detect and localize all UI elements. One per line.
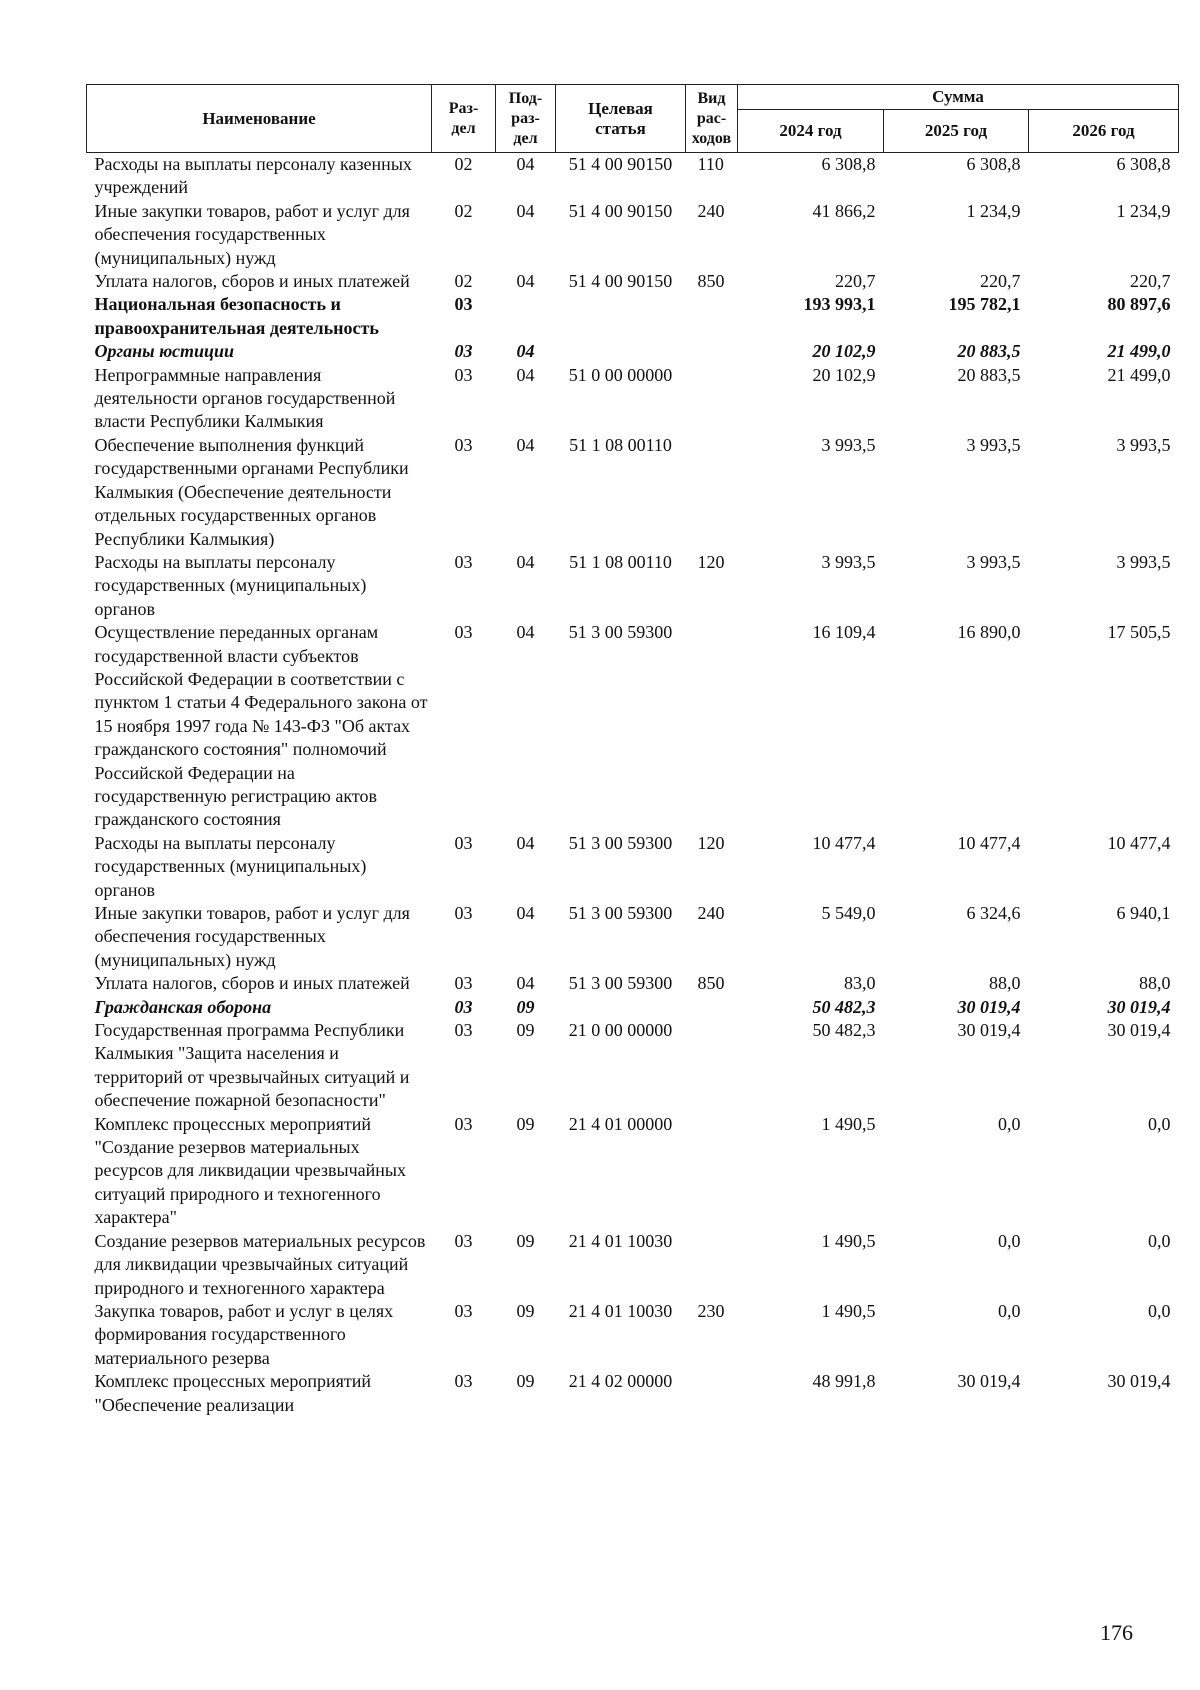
row-amount-2025: 0,0 (998, 1230, 1021, 1251)
row-target-article: 21 4 02 00000 (568, 1371, 673, 1392)
row-amount-2024: 83,0 (844, 973, 876, 994)
header-year-2025: 2025 год (884, 110, 1029, 153)
table-row (87, 902, 1179, 972)
budget-document (86, 84, 1178, 1417)
row-name: Иные закупки товаров, работ и услуг для обеспечения государственных (муниципальных) нужд (94, 200, 410, 268)
table-header (87, 85, 1179, 153)
row-amount-2024: 220,7 (835, 271, 876, 292)
row-razdel: 03 (454, 1113, 473, 1134)
row-razdel: 03 (454, 1230, 473, 1251)
row-podrazdel: 09 (516, 996, 535, 1017)
table-row (87, 551, 1179, 621)
row-razdel: 02 (454, 271, 473, 292)
row-amount-2024: 16 109,4 (812, 622, 876, 643)
row-name: Национальная безопасность и правоохранительная деятельность (94, 294, 379, 338)
row-target-article: 51 1 08 00110 (569, 551, 672, 572)
row-amount-2026: 30 019,4 (1107, 1020, 1171, 1041)
row-amount-2024: 20 102,9 (812, 364, 876, 385)
header-sum: Сумма (738, 85, 1179, 110)
row-amount-2026: 1 234,9 (1116, 200, 1171, 221)
row-amount-2026: 3 993,5 (1116, 434, 1171, 455)
row-razdel: 03 (454, 1300, 473, 1321)
row-target-article: 51 4 00 90150 (568, 154, 673, 174)
row-target-article (556, 293, 686, 340)
row-expense-type: 240 (697, 903, 725, 923)
row-razdel: 03 (454, 622, 473, 643)
row-razdel: 03 (454, 973, 473, 994)
header-name: Наименование (87, 85, 432, 153)
header-vid (686, 85, 738, 153)
row-expense-type: 110 (697, 154, 724, 174)
row-amount-2026: 0,0 (1148, 1113, 1171, 1134)
row-name: Государственная программа Республики Калмыкия "Защита населения и территорий от чрезвычайных ситуаций и обеспечение пожарной безопасности" (94, 1020, 410, 1111)
row-expense-type (686, 1019, 738, 1113)
row-amount-2026: 6 308,8 (1116, 154, 1171, 174)
row-amount-2025: 16 890,0 (957, 622, 1021, 643)
row-podrazdel (496, 293, 556, 340)
row-name: Закупка товаров, работ и услуг в целях формирования государственного материального резерва (94, 1300, 394, 1368)
row-amount-2024: 1 490,5 (821, 1300, 876, 1321)
row-amount-2025: 3 993,5 (966, 434, 1021, 455)
table-row (87, 621, 1179, 832)
row-target-article: 51 3 00 59300 (568, 622, 673, 643)
table-row (87, 1113, 1179, 1230)
row-podrazdel: 04 (516, 341, 535, 362)
row-name: Уплата налогов, сборов и иных платежей (94, 271, 410, 292)
header-vid-text: Вид рас- ходов (691, 89, 732, 147)
budget-table (86, 84, 1179, 1417)
row-amount-2026: 21 499,0 (1107, 341, 1171, 362)
table-row (87, 340, 1179, 363)
table-row (87, 270, 1179, 293)
row-amount-2026: 0,0 (1148, 1230, 1171, 1251)
row-razdel: 02 (454, 154, 473, 174)
row-amount-2024: 3 993,5 (821, 551, 876, 572)
row-expense-type (686, 340, 738, 363)
row-name: Расходы на выплаты персоналу казенных учреждений (94, 154, 412, 198)
row-expense-type: 120 (697, 832, 725, 853)
row-amount-2026: 17 505,5 (1107, 622, 1171, 643)
row-amount-2026: 88,0 (1139, 973, 1171, 994)
row-amount-2025: 3 993,5 (966, 551, 1021, 572)
row-name: Создание резервов материальных ресурсов для ликвидации чрезвычайных ситуаций природного и техногенного характера (94, 1230, 426, 1298)
row-target-article: 51 3 00 59300 (568, 903, 673, 923)
row-expense-type (686, 621, 738, 832)
row-amount-2024: 50 482,3 (812, 1020, 876, 1041)
header-razdel-text: Раз- дел (448, 99, 479, 137)
row-target-article: 51 4 00 90150 (568, 271, 673, 292)
row-name: Обеспечение выполнения функций государственными органами Республики Калмыкия (Обеспечение деятельности отдельных государственных органов Республики Калмыкия) (94, 434, 409, 549)
header-target-text: Целевая статья (588, 98, 653, 138)
row-razdel: 03 (454, 832, 473, 853)
row-amount-2026: 10 477,4 (1107, 832, 1171, 853)
row-razdel: 03 (454, 434, 473, 455)
row-podrazdel: 09 (516, 1300, 535, 1321)
row-amount-2024: 41 866,2 (812, 200, 876, 221)
row-amount-2025: 220,7 (980, 271, 1021, 292)
row-name: Комплекс процессных мероприятий "Обеспечение реализации (94, 1371, 372, 1415)
row-amount-2026: 21 499,0 (1107, 364, 1171, 385)
row-razdel: 03 (454, 294, 473, 315)
row-target-article: 51 3 00 59300 (568, 973, 673, 994)
table-row (87, 434, 1179, 551)
row-expense-type (686, 434, 738, 551)
row-amount-2024: 1 490,5 (821, 1113, 876, 1134)
row-target-article: 51 0 00 00000 (568, 364, 673, 385)
header-year-2026: 2026 год (1029, 110, 1179, 153)
header-podrazdel-text: Под- раз- дел (508, 89, 543, 147)
row-amount-2025: 30 019,4 (957, 1020, 1021, 1041)
row-razdel: 03 (454, 1371, 473, 1392)
row-razdel: 03 (454, 364, 473, 385)
row-amount-2026: 30 019,4 (1107, 996, 1171, 1017)
row-amount-2026: 6 940,1 (1116, 903, 1171, 923)
row-amount-2024: 6 308,8 (821, 154, 876, 174)
row-amount-2025: 195 782,1 (948, 294, 1021, 315)
row-target-article (556, 996, 686, 1019)
table-row (87, 1230, 1179, 1300)
table-row (87, 1019, 1179, 1113)
row-podrazdel: 09 (516, 1371, 535, 1392)
row-expense-type: 230 (697, 1300, 725, 1321)
row-target-article: 21 4 01 10030 (568, 1300, 673, 1321)
row-amount-2026: 220,7 (1130, 271, 1171, 292)
row-amount-2024: 3 993,5 (821, 434, 876, 455)
row-razdel: 02 (454, 200, 473, 221)
row-name: Уплата налогов, сборов и иных платежей (94, 973, 410, 994)
row-name: Иные закупки товаров, работ и услуг для обеспечения государственных (муниципальных) нужд (94, 903, 410, 970)
header-razdel (432, 85, 496, 153)
row-amount-2025: 20 883,5 (957, 341, 1021, 362)
row-target-article: 21 4 01 10030 (568, 1230, 673, 1251)
table-row (87, 153, 1179, 200)
row-razdel: 03 (454, 341, 473, 362)
row-razdel: 03 (454, 996, 473, 1017)
row-amount-2025: 0,0 (998, 1113, 1021, 1134)
row-target-article: 51 4 00 90150 (568, 200, 673, 221)
row-amount-2025: 10 477,4 (957, 832, 1021, 853)
row-podrazdel: 04 (516, 973, 535, 994)
row-expense-type: 240 (697, 200, 725, 221)
row-amount-2026: 80 897,6 (1107, 294, 1171, 315)
row-podrazdel: 04 (516, 200, 535, 221)
row-target-article: 21 0 00 00000 (568, 1020, 673, 1041)
table-row (87, 293, 1179, 340)
row-amount-2025: 20 883,5 (957, 364, 1021, 385)
row-target-article: 51 3 00 59300 (568, 832, 673, 853)
header-year-2024: 2024 год (738, 110, 884, 153)
row-amount-2025: 6 324,6 (966, 903, 1021, 923)
row-amount-2024: 193 993,1 (803, 294, 876, 315)
row-amount-2025: 1 234,9 (966, 200, 1021, 221)
row-amount-2024: 48 991,8 (812, 1371, 876, 1392)
row-podrazdel: 04 (516, 832, 535, 853)
table-row (87, 364, 1179, 434)
row-amount-2026: 0,0 (1148, 1300, 1171, 1321)
row-podrazdel: 09 (516, 1020, 535, 1041)
row-amount-2024: 10 477,4 (812, 832, 876, 853)
row-amount-2026: 30 019,4 (1107, 1371, 1171, 1392)
row-podrazdel: 04 (516, 364, 535, 385)
table-row (87, 972, 1179, 995)
row-amount-2025: 30 019,4 (957, 996, 1021, 1017)
row-podrazdel: 09 (516, 1230, 535, 1251)
table-row (87, 832, 1179, 902)
row-amount-2026: 3 993,5 (1116, 551, 1171, 572)
page-number: 176 (1100, 1620, 1133, 1645)
table-row (87, 1370, 1179, 1417)
row-name: Непрограммные направления деятельности органов государственной власти Республики Калмыкия (94, 364, 396, 432)
row-razdel: 03 (454, 551, 473, 572)
header-podrazdel (496, 85, 556, 153)
row-amount-2025: 0,0 (998, 1300, 1021, 1321)
row-amount-2024: 50 482,3 (812, 996, 876, 1017)
row-name: Гражданская оборона (94, 996, 272, 1017)
row-expense-type (686, 293, 738, 340)
row-amount-2025: 88,0 (989, 973, 1021, 994)
row-razdel: 03 (454, 903, 473, 923)
row-podrazdel: 04 (516, 903, 535, 923)
row-expense-type: 120 (697, 551, 725, 572)
row-target-article: 21 4 01 00000 (568, 1113, 673, 1134)
row-podrazdel: 04 (516, 551, 535, 572)
row-name: Осуществление переданных органам государственной власти субъектов Российской Федерации в соответствии с пунктом 1 статьи 4 Федерального закона от 15 ноября 1997 года № 143-ФЗ "Об актах гражданского состояния" полномочий Российской Федерации на государственную регистрацию актов гражданского состояния (94, 622, 428, 830)
row-podrazdel: 04 (516, 271, 535, 292)
table-row (87, 200, 1179, 270)
row-expense-type (686, 1370, 738, 1417)
row-podrazdel: 04 (516, 154, 535, 174)
row-podrazdel: 04 (516, 622, 535, 643)
row-target-article (556, 340, 686, 363)
row-expense-type: 850 (697, 271, 725, 292)
row-amount-2025: 6 308,8 (966, 154, 1021, 174)
row-name: Расходы на выплаты персоналу государственных (муниципальных) органов (94, 832, 367, 900)
row-amount-2024: 1 490,5 (821, 1230, 876, 1251)
row-expense-type (686, 1230, 738, 1300)
row-expense-type (686, 364, 738, 434)
row-amount-2024: 20 102,9 (812, 341, 876, 362)
row-target-article: 51 1 08 00110 (569, 434, 672, 455)
row-expense-type (686, 1113, 738, 1230)
row-name: Комплекс процессных мероприятий "Создание резервов материальных ресурсов для ликвидации чрезвычайных ситуаций природного и техногенного характера" (94, 1113, 407, 1228)
table-body (87, 153, 1179, 1417)
row-name: Расходы на выплаты персоналу государственных (муниципальных) органов (94, 551, 367, 619)
row-amount-2024: 5 549,0 (821, 903, 876, 923)
row-podrazdel: 09 (516, 1113, 535, 1134)
table-row (87, 996, 1179, 1019)
row-expense-type (686, 996, 738, 1019)
header-target (556, 85, 686, 153)
table-row (87, 1300, 1179, 1370)
row-podrazdel: 04 (516, 434, 535, 455)
row-amount-2025: 30 019,4 (957, 1371, 1021, 1392)
row-expense-type: 850 (697, 973, 725, 994)
row-razdel: 03 (454, 1020, 473, 1041)
row-name: Органы юстиции (94, 341, 235, 362)
